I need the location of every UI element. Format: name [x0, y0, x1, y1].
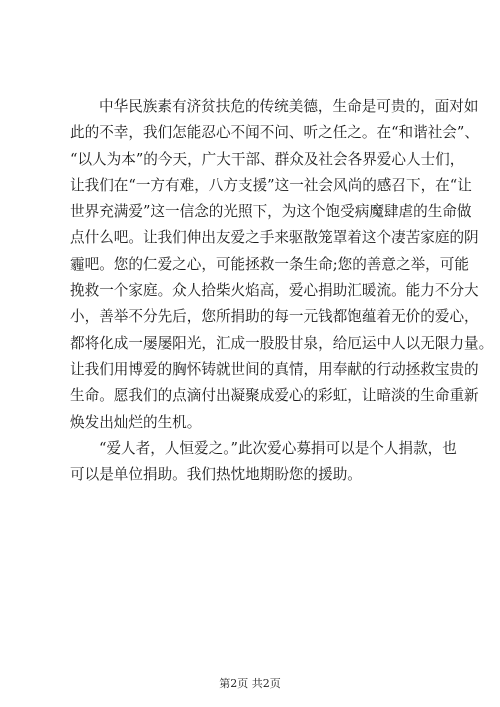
text-line: 都将化成一屡屡阳光，汇成一股股甘泉，给厄运中人以无限力量。 [70, 334, 494, 352]
text-line: 霾吧。您的仁爱之心，可能拯救一条生命;您的善意之举，可能 [70, 255, 469, 273]
paragraph-1 [70, 94, 494, 436]
text-line: 点什么吧。让我们伸出友爱之手来驱散笼罩着这个凄苦家庭的阴 [70, 229, 479, 247]
text-line: 此的不幸，我们怎能忍心不闻不问、听之任之。在“和谐社会”、 [70, 124, 479, 142]
text-line: 挽救一个家庭。众人拾柴火焰高，爱心捐助汇暖流。能力不分大 [70, 282, 479, 300]
text-line: “以人为本”的今天，广大干部、群众及社会各界爱心人士们， [70, 150, 465, 168]
text-line: 小，善举不分先后，您所捐助的每一元钱都饱蕴着无价的爱心， [70, 308, 479, 326]
text-line: 世界充满爱”这一信念的光照下，为这个饱受病魔肆虐的生命做 [70, 203, 472, 221]
text-line: 可以是单位捐助。我们热忱地期盼您的援助。 [70, 466, 362, 484]
text-line: 让我们用博爱的胸怀铸就世间的真情，用奉献的行动拯救宝贵的 [70, 360, 479, 378]
text-line: 生命。愿我们的点滴付出凝聚成爱心的彩虹，让暗淡的生命重新 [70, 387, 479, 405]
paragraph-2 [70, 436, 457, 489]
page-number-footer: 第2页 共2页 [219, 677, 281, 690]
text-line: 焕发出灿烂的生机。 [70, 413, 202, 431]
body-text [70, 94, 494, 488]
text-line: “爱人者，人恒爱之。”此次爱心募捐可以是个人捐款，也 [99, 439, 457, 457]
text-line: 让我们在“一方有难，八方支援”这一社会风尚的感召下，在“让 [70, 176, 472, 194]
text-line: 中华民族素有济贫扶危的传统美德，生命是可贵的，面对如 [99, 98, 479, 115]
